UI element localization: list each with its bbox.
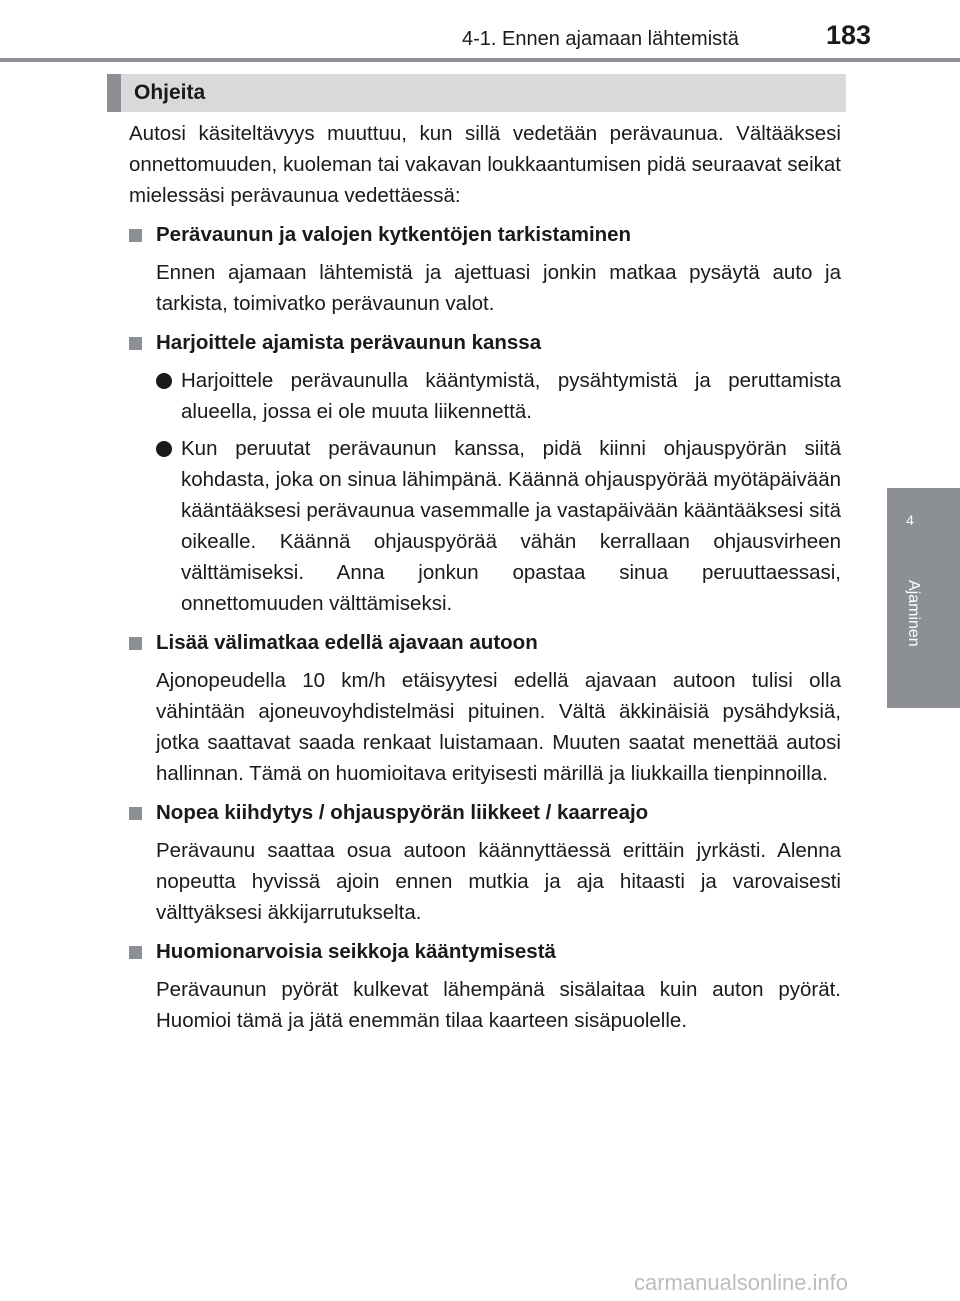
bullet-item — [129, 365, 841, 427]
caution-title-bar — [107, 74, 846, 112]
square-bullet-icon — [129, 337, 142, 350]
section-title: 4-1. Ennen ajamaan lähtemistä — [462, 28, 739, 50]
section-heading-text: Perävaunun ja valojen kytkentöjen tarkistaminen — [156, 223, 632, 246]
caution-content — [129, 118, 841, 1046]
round-bullet-icon — [156, 441, 172, 457]
header-rule — [0, 58, 960, 62]
bullet-item — [129, 433, 841, 619]
section-heading-text: Harjoittele ajamista perävaunun kanssa — [156, 331, 542, 354]
section-heading — [129, 938, 841, 966]
square-bullet-icon — [129, 637, 142, 650]
square-bullet-icon — [129, 229, 142, 242]
chapter-tab-label: Ajaminen — [905, 580, 922, 647]
section-heading-text: Nopea kiihdytys / ohjauspyörän liikkeet / kaarreajo — [156, 801, 649, 824]
section-heading — [129, 629, 841, 657]
caution-intro: Autosi käsiteltävyys muuttuu, kun sillä vedetään perävaunua. Vältääksesi onnettomuuden, kuoleman tai vakavan loukkaantumisen pidä seuraavat seikat mielessäsi perävaunua vedettäessä: — [129, 122, 841, 207]
bullet-text: Harjoittele perävaunulla kääntymistä, pysähtymistä ja peruttamista alueella, jossa ei ole muuta liikennettä. — [181, 369, 841, 423]
bullet-text: Kun peruutat perävaunun kanssa, pidä kiinni ohjauspyörän siitä kohdasta, joka on sinua lähimpänä. Käännä ohjauspyörää myötäpäivään kääntääksesi perävaunua vasemmalle ja vastapäivään kääntääksesi sitä oikealle. Käännä ohjauspyörää vähän kerrallaan ohjausvirheen välttämiseksi. Anna jonkun opastaa sinua peruuttaessasi, onnettomuuden välttämiseksi. — [181, 437, 841, 615]
watermark: carmanualsonline.info — [634, 1270, 849, 1295]
section-text: Ennen ajamaan lähtemistä ja ajettuasi jonkin matkaa pysäytä auto ja tarkista, toimivatko perävaunun valot. — [156, 261, 841, 315]
square-bullet-icon — [129, 807, 142, 820]
section-heading — [129, 221, 841, 249]
chapter-tab-number: 4 — [906, 512, 914, 528]
caution-title: Ohjeita — [134, 81, 206, 104]
section-heading — [129, 329, 841, 357]
section-heading-text: Huomionarvoisia seikkoja kääntymisestä — [156, 940, 556, 963]
square-bullet-icon — [129, 946, 142, 959]
section-heading — [129, 799, 841, 827]
section-heading-text: Lisää välimatkaa edellä ajavaan autoon — [156, 631, 538, 654]
section-text: Perävaunun pyörät kulkevat lähempänä sisälaitaa kuin auton pyörät. Huomioi tämä ja jätä enemmän tilaa kaarteen sisäpuolelle. — [156, 978, 841, 1032]
page-number: 183 — [826, 20, 872, 50]
round-bullet-icon — [156, 373, 172, 389]
section-text: Perävaunu saattaa osua autoon käännyttäessä erittäin jyrkästi. Alenna nopeutta hyvissä ajoin ennen mutkia ja aja hitaasti ja varovaisesti välttyäksesi äkkijarrutukselta. — [156, 839, 841, 924]
section-text: Ajonopeudella 10 km/h etäisyytesi edellä ajavaan autoon tulisi olla vähintään ajoneuvoyhdistelmäsi pituinen. Vältä äkkinäisiä pysähdyksiä, jotka saattavat saada renkaat luistamaan. Muuten saatat menettää autosi hallinnan. Tämä on huomioitava erityisesti märillä ja liukkailla tienpinnoilla. — [156, 669, 841, 785]
